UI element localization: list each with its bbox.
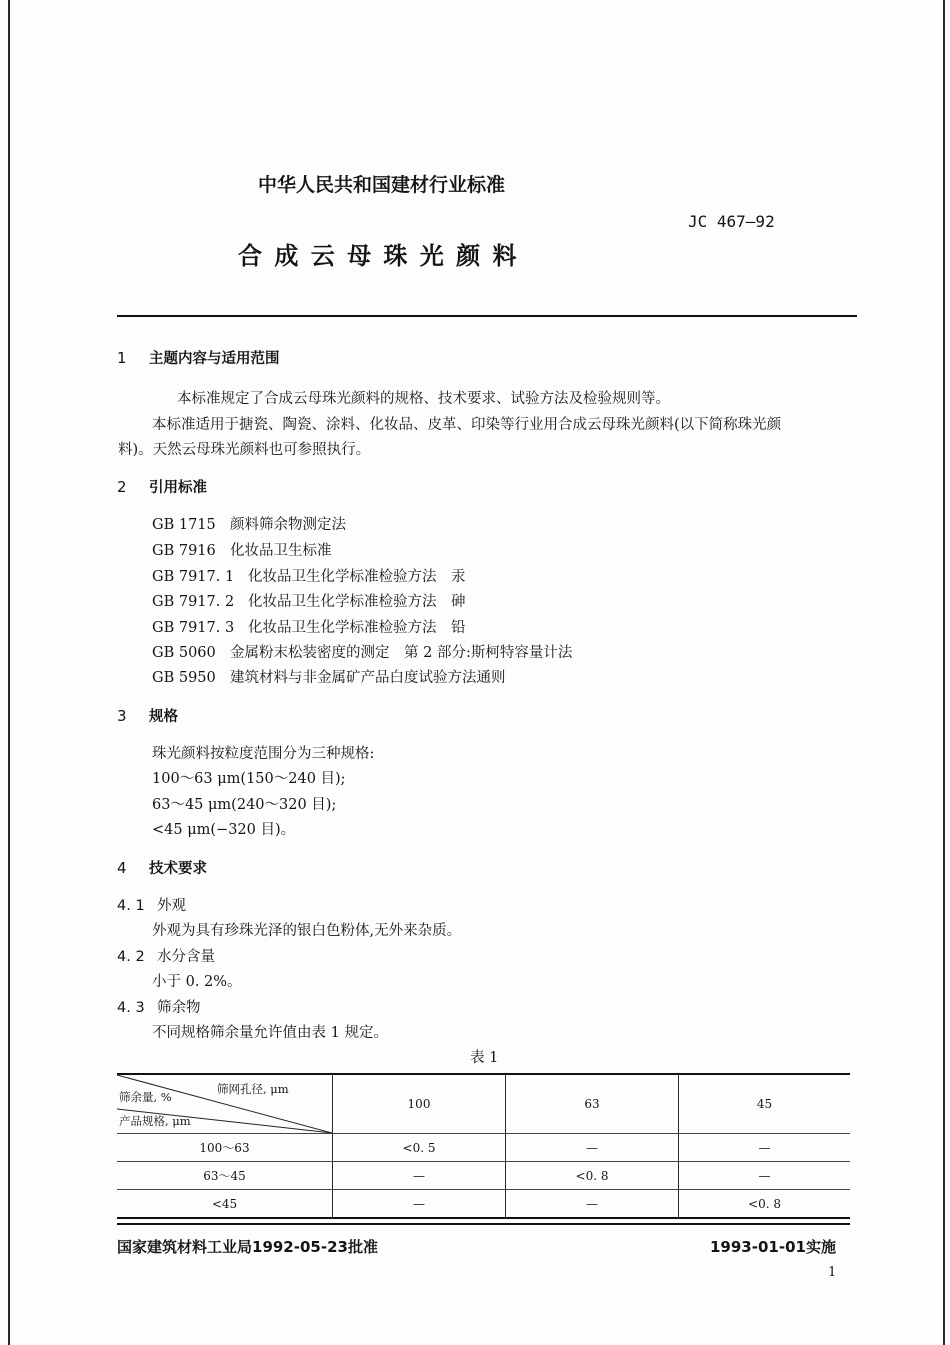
table-row [117,1190,850,1219]
section-title: 主题内容与适用范围 [149,351,280,367]
section-title: 技术要求 [149,861,207,877]
section-title: 规格 [149,709,178,725]
section-1-para-2-line-2: 料)。天然云母珠光颜料也可参照执行。 [118,442,371,458]
table-row-spec: 100～63 [117,1134,333,1162]
reference-item [152,539,332,560]
reference-code: GB 1715 [152,517,216,533]
subsection-title: 筛余物 [157,1000,201,1016]
reference-name: 化妆品卫生化学标准检验方法 汞 [248,569,466,585]
reference-item [152,565,466,586]
table-cell: — [679,1162,851,1190]
table-corner-cell [117,1074,333,1134]
table-cell: <0. 5 [333,1134,506,1162]
table-cell: <0. 8 [506,1162,679,1190]
table-cell: — [506,1190,679,1219]
spec-item: 63～45 μm(240～320 目); [152,797,337,813]
section-1-para-2-line-1: 本标准适用于搪瓷、陶瓷、涂料、化妆品、皮革、印染等行业用合成云母珠光颜料(以下简称珠光颜 [152,417,782,433]
table-column-header: 100 [333,1074,506,1134]
section-2-heading [117,476,207,497]
document-title: 合 成 云 母 珠 光 颜 料 [238,242,519,270]
reference-name: 化妆品卫生化学标准检验方法 铅 [248,620,466,636]
reference-item [152,666,506,687]
title-rule [117,315,857,317]
subsection-4-3-text: 不同规格筛余量允许值由表 1 规定。 [152,1025,388,1041]
reference-code: GB 5950 [152,670,216,686]
reference-name: 金属粉末松装密度的测定 第 2 部分:斯柯特容量计法 [230,645,573,661]
table-cell: — [506,1134,679,1162]
reference-code: GB 7917. 1 [152,569,235,585]
section-number: 1 [117,349,127,367]
subsection-4-2-heading [117,945,215,966]
standard-code: JC 467—92 [688,212,775,231]
section-1-heading [117,347,280,368]
table-row-spec: <45 [117,1190,333,1219]
approval-line: 国家建筑材料工业局1992-05-23批准 [117,1238,378,1256]
table-cell: — [333,1190,506,1219]
section-number: 3 [117,707,127,725]
subsection-number: 4. 2 [117,949,145,965]
subsection-title: 外观 [157,898,186,914]
table-header-row [117,1074,850,1134]
reference-code: GB 7917. 3 [152,620,235,636]
subsection-4-3-heading [117,996,201,1017]
table-cell: — [333,1162,506,1190]
reference-name: 化妆品卫生标准 [230,543,332,559]
table-column-header: 45 [679,1074,851,1134]
spec-item: <45 μm(−320 目)。 [152,822,296,838]
corner-label-middle: 筛余量, % [119,1090,172,1104]
reference-name: 化妆品卫生化学标准检验方法 砷 [248,594,466,610]
reference-code: GB 5060 [152,645,216,661]
reference-item [152,513,346,534]
section-3-heading [117,705,178,726]
footer-rule [117,1223,850,1225]
section-number: 4 [117,859,127,877]
spec-intro: 珠光颜料按粒度范围分为三种规格: [152,746,375,762]
scan-edge-right [943,0,945,1345]
reference-code: GB 7917. 2 [152,594,235,610]
reference-name: 建筑材料与非金属矿产品白度试验方法通则 [230,670,506,686]
reference-item [152,641,572,662]
reference-name: 颜料筛余物测定法 [230,517,346,533]
section-1-para-1: 本标准规定了合成云母珠光颜料的规格、技术要求、试验方法及检验规则等。 [177,391,670,407]
table-cell: <0. 8 [679,1190,851,1219]
section-4-heading [117,857,207,878]
scan-edge-left [8,0,10,1345]
section-number: 2 [117,478,127,496]
subsection-4-2-text: 小于 0. 2%。 [152,974,242,990]
section-title: 引用标准 [149,480,207,496]
sieve-residue-table [117,1073,850,1219]
subsection-title: 水分含量 [157,949,215,965]
effective-date-line: 1993-01-01实施 [710,1238,836,1256]
subsection-number: 4. 3 [117,1000,145,1016]
subsection-number: 4. 1 [117,898,145,914]
page-number: 1 [828,1265,837,1280]
corner-label-bottom: 产品规格, μm [119,1114,191,1128]
table-row-spec: 63～45 [117,1162,333,1190]
table-column-header: 63 [506,1074,679,1134]
corner-label-top: 筛网孔径, μm [217,1082,289,1096]
reference-item [152,616,466,637]
reference-item [152,590,466,611]
table-row [117,1162,850,1190]
standard-category: 中华人民共和国建材行业标准 [258,174,506,196]
table-row [117,1134,850,1162]
table-caption: 表 1 [470,1050,499,1066]
subsection-4-1-text: 外观为具有珍珠光泽的银白色粉体,无外来杂质。 [152,923,462,939]
subsection-4-1-heading [117,894,186,915]
table-cell: — [679,1134,851,1162]
spec-item: 100～63 μm(150～240 目); [152,771,346,787]
reference-code: GB 7916 [152,543,216,559]
